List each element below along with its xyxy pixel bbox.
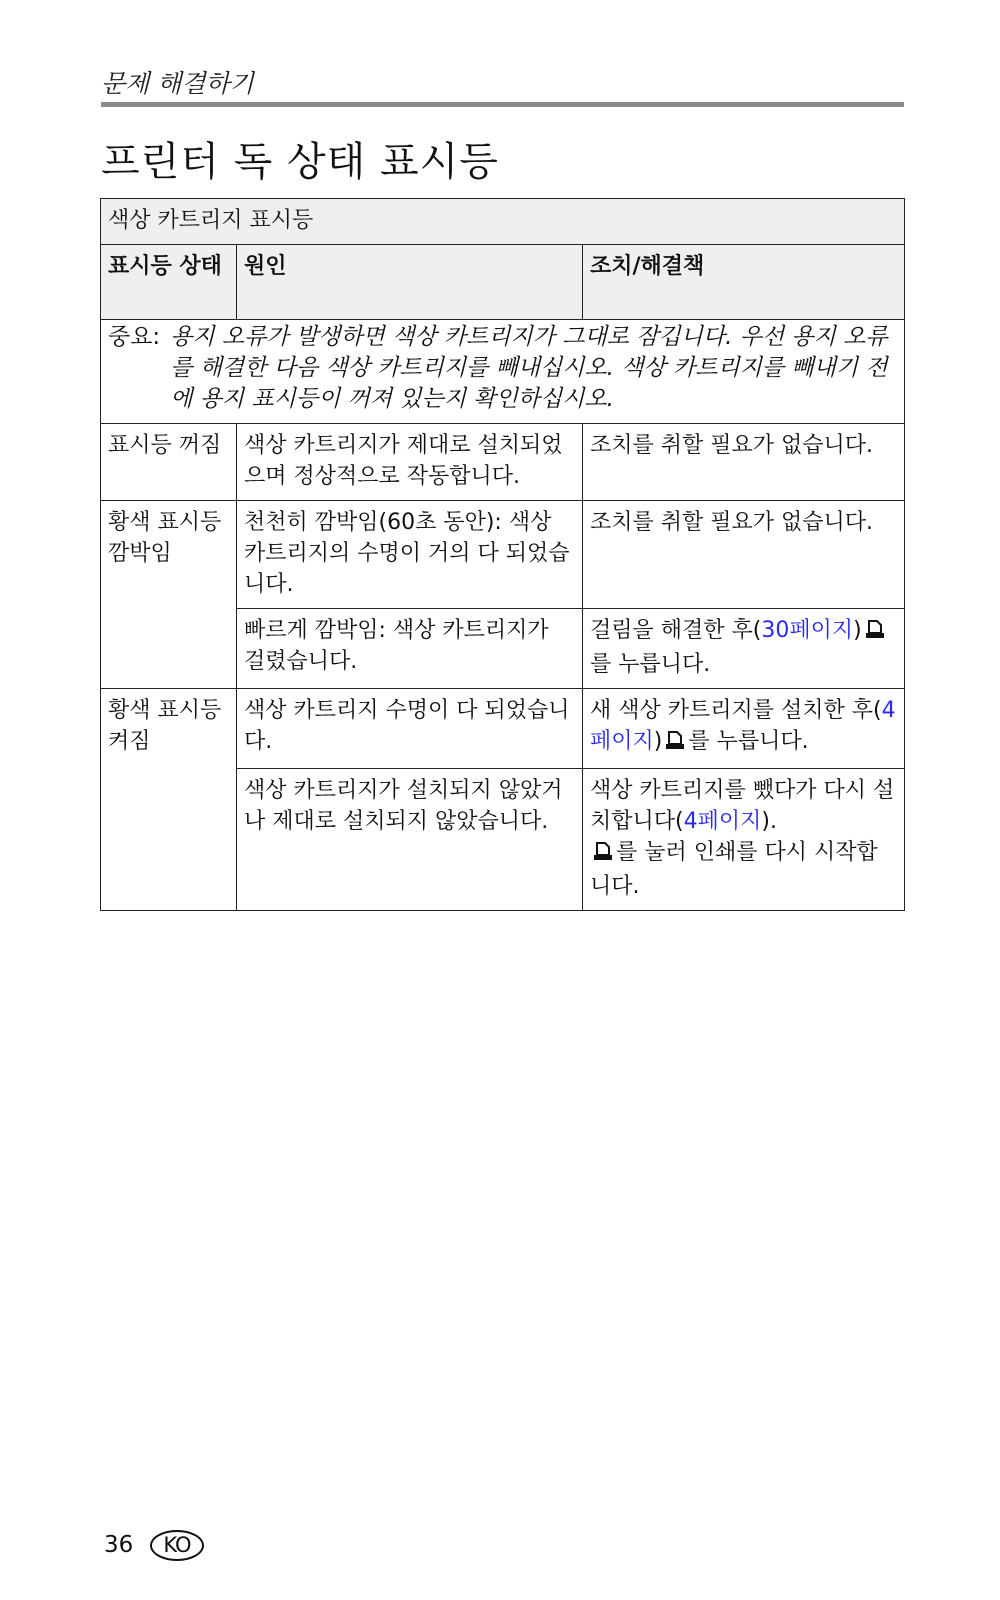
action-text: ). <box>761 809 777 834</box>
action-text: 를 눌러 인쇄를 다시 시작합니다. <box>590 840 878 899</box>
action-cell: 조치를 취할 필요가 없습니다. <box>583 424 905 501</box>
language-badge: KO <box>150 1530 204 1561</box>
table-header-row <box>101 245 905 320</box>
header-divider <box>101 102 904 107</box>
note-text: 용지 오류가 발생하면 색상 카트리지가 그대로 잠깁니다. 우선 용지 오류를 해결한 다음 색상 카트리지를 빼내십시오. 색상 카트리지를 빼내기 전에 용지 표시등이 꺼져 있는지 확인하십시오. <box>170 324 888 412</box>
action-cell <box>583 609 905 689</box>
print-button-icon <box>864 618 886 649</box>
cause-cell: 색상 카트리지가 제대로 설치되었으며 정상적으로 작동합니다. <box>237 424 583 501</box>
action-cell <box>583 689 905 769</box>
action-cell <box>583 769 905 911</box>
column-header-action: 조치/해결책 <box>583 245 905 320</box>
table-row <box>101 689 905 769</box>
section-header: 문제 해결하기 <box>101 69 254 98</box>
action-text: ) <box>853 618 862 643</box>
cause-cell: 색상 카트리지 수명이 다 되었습니다. <box>237 689 583 769</box>
column-header-cause: 원인 <box>237 245 583 320</box>
print-button-icon <box>592 840 614 871</box>
table-row <box>101 501 905 609</box>
table-caption: 색상 카트리지 표시등 <box>101 199 905 245</box>
page-link[interactable]: 4페이지 <box>590 698 896 754</box>
page-link[interactable]: 4페이지 <box>683 809 762 834</box>
page-link[interactable]: 30페이지 <box>761 618 854 643</box>
note-row <box>101 320 905 424</box>
action-cell: 조치를 취할 필요가 없습니다. <box>583 501 905 609</box>
status-cell: 표시등 꺼짐 <box>101 424 237 501</box>
action-text: 색상 카트리지를 뺐다가 다시 설치합니다( <box>590 778 895 834</box>
page-number: 36 <box>104 1532 134 1558</box>
note-label: 중요: <box>108 324 161 350</box>
status-cell: 황색 표시등 켜짐 <box>101 689 237 911</box>
action-text: 새 색상 카트리지를 설치한 후( <box>590 698 882 723</box>
page-title: 프린터 독 상태 표시등 <box>101 139 499 185</box>
print-button-icon <box>664 729 686 760</box>
action-text: ) <box>653 729 663 754</box>
table-caption-row <box>101 199 905 245</box>
action-text: 걸림을 해결한 후( <box>590 618 762 643</box>
status-light-table <box>100 198 905 911</box>
table-row <box>101 424 905 501</box>
cause-cell: 천천히 깜박임(60초 동안): 색상 카트리지의 수명이 거의 다 되었습니다. <box>237 501 583 609</box>
action-text: 를 누릅니다. <box>590 652 711 677</box>
column-header-status: 표시등 상태 <box>101 245 237 320</box>
cause-cell: 빠르게 깜박임: 색상 카트리지가 걸렸습니다. <box>237 609 583 689</box>
cause-cell: 색상 카트리지가 설치되지 않았거나 제대로 설치되지 않았습니다. <box>237 769 583 911</box>
status-cell: 황색 표시등 깜박임 <box>101 501 237 689</box>
action-text: 를 누릅니다. <box>688 729 809 754</box>
